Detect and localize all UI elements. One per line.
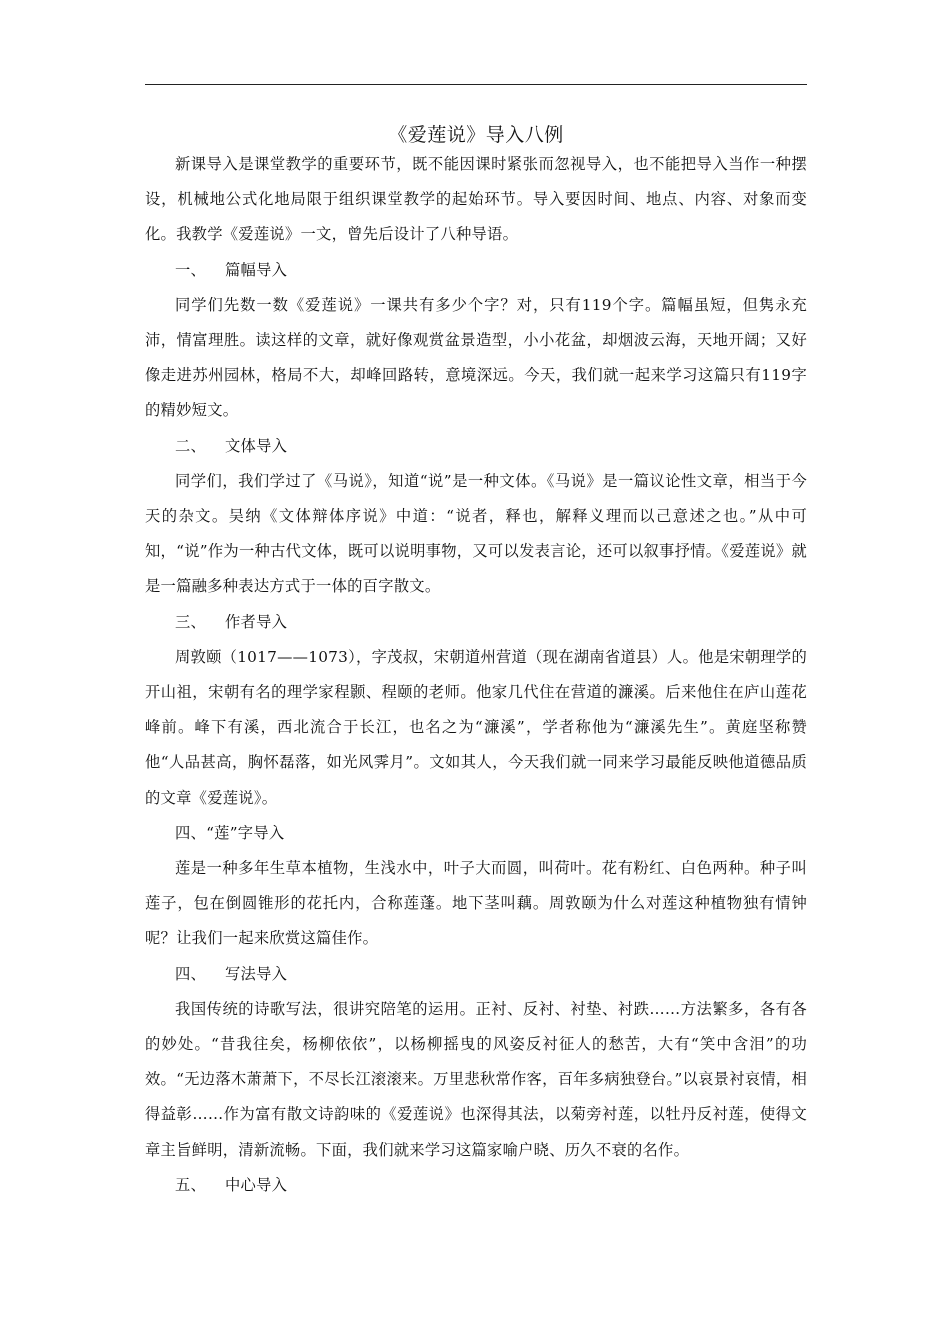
document-title: 《爱莲说》导入八例 [388,124,564,146]
header-rule [145,84,807,85]
section-title: 文体导入 [225,436,288,455]
section-title: 篇幅导入 [225,260,288,279]
section-heading-5 [145,957,807,992]
intro-paragraph: 新课导入是课堂教学的重要环节，既不能因课时紧张而忽视导入，也不能把导入当作一种摆设，机械地公式化地局限于组织课堂教学的起始环节。导入要因时间、地点、内容、对象而变化。我教学《爱莲说》一文，曾先后设计了八种导语。 [145,155,807,244]
section-title: “莲”字导入 [206,823,285,842]
section-title: 写法导入 [225,964,288,983]
section-number: 一、 [175,260,207,279]
section-number: 四、 [175,823,207,842]
document-body [145,147,807,1203]
section-number: 五、 [175,1175,207,1194]
section-title: 作者导入 [225,612,288,631]
section-heading-2 [145,429,807,464]
section-number: 三、 [175,612,207,631]
section-paragraph-3: 周敦颐（1017——1073），字茂叔，宋朝道州营道（现在湖南省道县）人。他是宋朝理学的开山祖，宋朝有名的理学家程颢、程颐的老师。他家几代住在营道的濂溪。后来他住在庐山莲花峰前。峰下有溪，西北流合于长江，也名之为“濂溪”，学者称他为“濂溪先生”。黄庭坚称赞他“人品甚高，胸怀磊落，如光风霁月”。文如其人，今天我们就一同来学习最能反映他道德品质的文章《爱莲说》。 [145,647,807,807]
section-heading-4 [145,816,807,851]
section-heading-3 [145,605,807,640]
section-title: 中心导入 [225,1175,288,1194]
section-paragraph-4: 莲是一种多年生草本植物，生浅水中，叶子大而圆，叫荷叶。花有粉红、白色两种。种子叫莲子，包在倒圆锥形的花托内，合称莲蓬。地下茎叫藕。周敦颐为什么对莲这种植物独有情钟呢？让我们一起来欣赏这篇佳作。 [145,859,807,948]
section-number: 二、 [175,436,207,455]
section-paragraph-2: 同学们，我们学过了《马说》，知道“说”是一种文体。《马说》是一篇议论性文章，相当于今天的杂文。吴纳《文体辩体序说》中道：“说者，释也，解释义理而以己意述之也。”从中可知，“说”作为一种古代文体，既可以说明事物，又可以发表言论，还可以叙事抒情。《爱莲说》就是一篇融多种表达方式于一体的百字散文。 [145,471,807,596]
section-paragraph-5: 我国传统的诗歌写法，很讲究陪笔的运用。正衬、反衬、衬垫、衬跌……方法繁多，各有各的妙处。“昔我往矣，杨柳依依”，以杨柳摇曳的风姿反衬征人的愁苦，大有“笑中含泪”的功效。“无边落木萧萧下，不尽长江滚滚来。万里悲秋常作客，百年多病独登台。”以哀景衬哀情，相得益彰……作为富有散文诗韵味的《爱莲说》也深得其法，以菊旁衬莲，以牡丹反衬莲，使得文章主旨鲜明，清新流畅。下面，我们就来学习这篇家喻户晓、历久不衰的名作。 [145,999,807,1159]
section-number: 四、 [175,964,207,983]
section-heading-6 [145,1168,807,1203]
section-paragraph-1: 同学们先数一数《爱莲说》一课共有多少个字？对，只有119个字。篇幅虽短，但隽永充沛，情富理胜。读这样的文章，就好像观赏盆景造型，小小花盆，却烟波云海，天地开阔；又好像走进苏州园林，格局不大，却峰回路转，意境深远。今天，我们就一起来学习这篇只有119字的精妙短文。 [145,295,807,420]
section-heading-1 [145,253,807,288]
